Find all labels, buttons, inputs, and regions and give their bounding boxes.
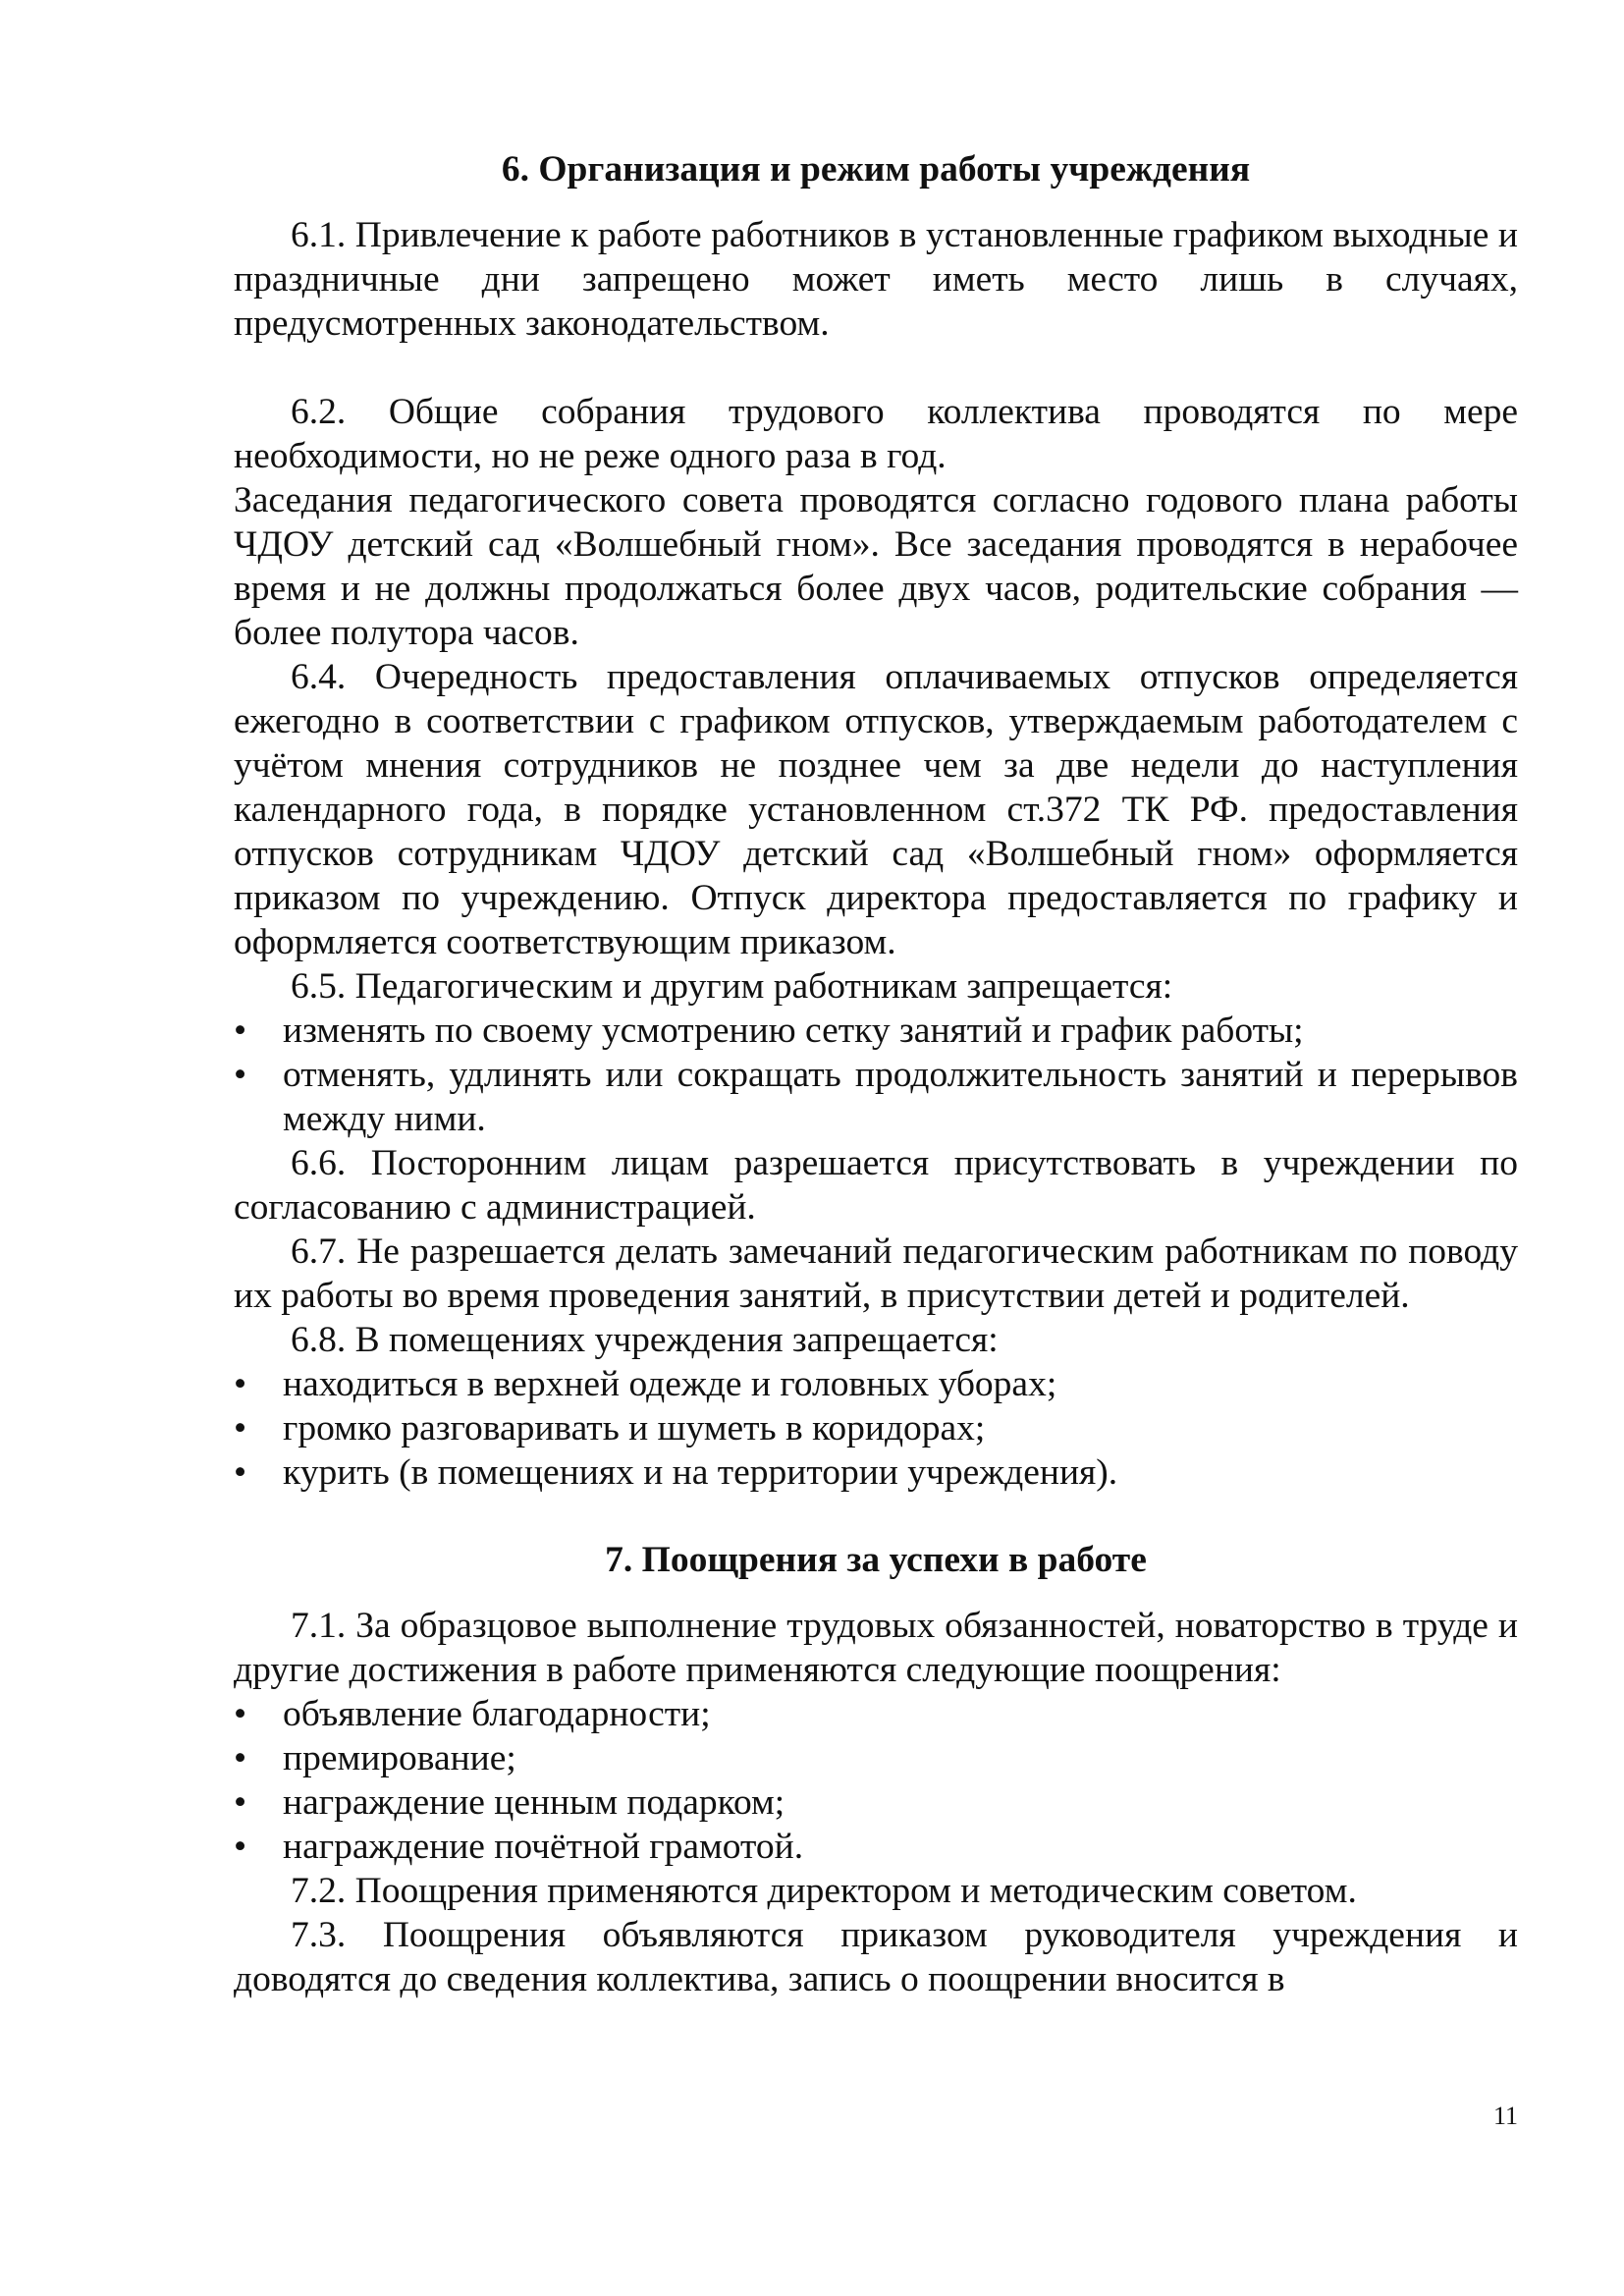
paragraph-6-2-continued: Заседания педагогического совета проводятся согласно годового плана работы ЧДОУ детский сад «Волшебный гном». Все заседания проводятся в нерабочее время и не должны продолжаться более двух часов, родительские собрания — более полутора часов. bbox=[234, 480, 1518, 653]
paragraph-6-2: 6.2. Общие собрания трудового коллектива проводятся по мере необходимости, но не реже одного раза в год. bbox=[234, 392, 1518, 476]
list-item: • награждение ценным подарком; bbox=[234, 1780, 1518, 1825]
paragraph-7-1: 7.1. За образцовое выполнение трудовых обязанностей, новаторство в труде и другие достижения в работе применяются следующие поощрения: bbox=[234, 1606, 1518, 1690]
paragraph-6-7: 6.7. Не разрешается делать замечаний педагогическим работникам по поводу их работы во время проведения занятий, в присутствии детей и родителей. bbox=[234, 1231, 1518, 1316]
paragraph-7-2: 7.2. Поощрения применяются директором и методическим советом. bbox=[291, 1871, 1357, 1911]
list-item: • громко разговаривать и шуметь в коридорах; bbox=[234, 1406, 1518, 1450]
list-7-1 bbox=[234, 1692, 1518, 1869]
paragraph-7-3: 7.3. Поощрения объявляются приказом руководителя учреждения и доводятся до сведения коллектива, запись о поощрении вносится в bbox=[234, 1915, 1518, 1999]
list-item: • изменять по своему усмотрению сетку занятий и график работы; bbox=[234, 1009, 1518, 1053]
paragraph-6-5: 6.5. Педагогическим и другим работникам запрещается: bbox=[291, 966, 1173, 1007]
list-item: • курить (в помещениях и на территории учреждения). bbox=[234, 1450, 1518, 1495]
paragraph-6-8: 6.8. В помещениях учреждения запрещается: bbox=[291, 1320, 999, 1360]
list-item: • находиться в верхней одежде и головных уборах; bbox=[234, 1362, 1518, 1406]
list-6-8 bbox=[234, 1362, 1518, 1495]
list-item: • объявление благодарности; bbox=[234, 1692, 1518, 1736]
section-6-heading: 6. Организация и режим работы учреждения bbox=[501, 149, 1251, 190]
list-item: • награждение почётной грамотой. bbox=[234, 1825, 1518, 1869]
document-page bbox=[234, 147, 1518, 2001]
list-item: • отменять, удлинять или сокращать продолжительность занятий и перерывов между ними. bbox=[234, 1053, 1518, 1141]
section-7-heading: 7. Поощрения за успехи в работе bbox=[605, 1540, 1147, 1580]
list-item: • премирование; bbox=[234, 1736, 1518, 1780]
list-6-5 bbox=[234, 1009, 1518, 1141]
paragraph-6-4: 6.4. Очередность предоставления оплачиваемых отпусков определяется ежегодно в соответствии с графиком отпусков, утверждаемым работодателем с учётом мнения сотрудников не позднее чем за две недели до наступления календарного года, в порядке установленном ст.372 ТК РФ. предоставления отпусков сотрудникам ЧДОУ детский сад «Волшебный гном» оформляется приказом по учреждению. Отпуск директора предоставляется по графику и оформляется соответствующим приказом. bbox=[234, 657, 1518, 962]
paragraph-6-1: 6.1. Привлечение к работе работников в установленные графиком выходные и праздничные дни запрещено может иметь место лишь в случаях, предусмотренных законодательством. bbox=[234, 215, 1518, 344]
page-number: 11 bbox=[1492, 2102, 1518, 2130]
paragraph-6-6: 6.6. Посторонним лицам разрешается присутствовать в учреждении по согласованию с администрацией. bbox=[234, 1143, 1518, 1228]
